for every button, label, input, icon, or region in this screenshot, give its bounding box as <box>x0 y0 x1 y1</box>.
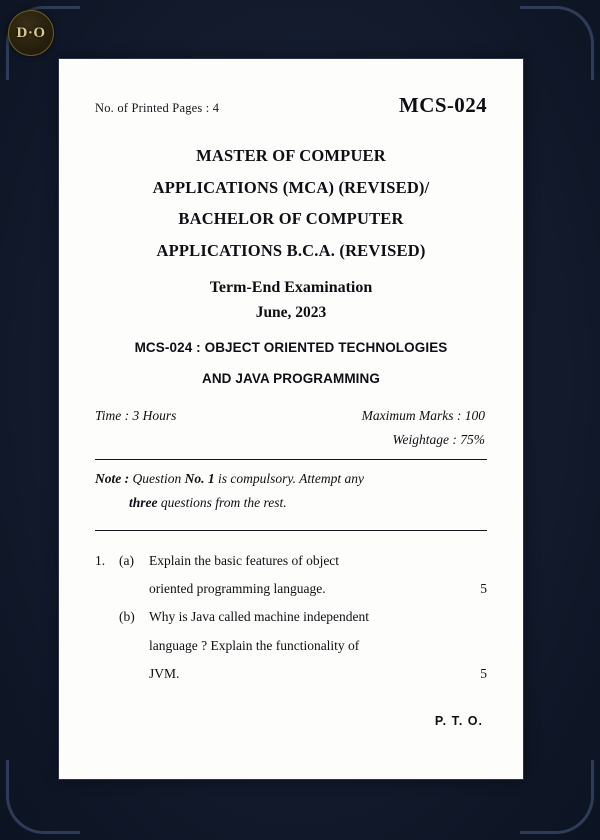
exam-date: June, 2023 <box>255 304 327 322</box>
part-marks: 5 <box>480 580 487 596</box>
question-1-part-b <box>95 603 487 688</box>
part-text: oriented programming language. <box>149 580 326 596</box>
maximum-marks: Maximum Marks : 100 <box>361 408 485 424</box>
part-text-line-3 <box>149 660 487 688</box>
programme-title-line-2: APPLICATIONS (MCA) (REVISED)/ <box>152 177 430 197</box>
question-number: 1. <box>95 552 106 568</box>
part-body <box>149 547 487 604</box>
question-number-spacer <box>95 603 119 688</box>
watermark-stamp <box>8 10 54 56</box>
part-text-line-1: Why is Java called machine independent <box>149 609 370 625</box>
watermark-label: D·O <box>16 24 46 41</box>
part-label: (a) <box>119 552 134 568</box>
part-marks: 5 <box>480 666 487 681</box>
divider-below-note <box>95 530 487 531</box>
part-text-line-2: language ? Explain the functionality of <box>149 637 360 653</box>
note-text-after: questions from the rest. <box>160 494 287 510</box>
part-label: (b) <box>119 609 135 625</box>
note-second-line <box>95 491 485 515</box>
part-text-line-2 <box>149 575 487 603</box>
weightage: Weightage : 75% <box>392 431 485 447</box>
question-list <box>95 547 487 689</box>
time-and-marks-row <box>95 404 487 428</box>
note-text-before: Question <box>132 470 182 486</box>
part-body <box>149 603 487 688</box>
subject-title-line-2: AND JAVA PROGRAMMING <box>201 371 380 387</box>
course-code: MCS-024 <box>399 93 487 117</box>
note-text-middle: is compulsory. Attempt any <box>218 470 364 486</box>
paper-header <box>95 93 487 118</box>
programme-title-line-3: BACHELOR OF COMPUTER <box>178 209 404 229</box>
page-turn-over-label: P. T. O. <box>434 714 483 729</box>
weightage-row <box>95 428 487 452</box>
subject-title-line-1: MCS-024 : OBJECT ORIENTED TECHNOLOGIES <box>134 339 448 355</box>
programme-title-line-4: APPLICATIONS B.C.A. (REVISED) <box>156 241 426 261</box>
part-text-line-1: Explain the basic features of object <box>149 552 340 568</box>
question-1-part-a <box>95 547 487 604</box>
note-question-number: No. 1 <box>184 470 215 486</box>
part-text: JVM. <box>149 666 180 681</box>
programme-title-line-1: MASTER OF COMPUER <box>196 146 386 165</box>
exam-name: Term-End Examination <box>209 278 373 296</box>
printed-pages-label: No. of Printed Pages : 4 <box>95 101 220 115</box>
exam-paper-sheet <box>58 58 524 780</box>
exam-meta-block <box>95 404 487 459</box>
instructions-note <box>95 460 487 523</box>
exam-duration: Time : 3 Hours <box>95 408 177 424</box>
note-count-word: three <box>129 494 158 510</box>
frame-corner-top-right <box>520 6 594 80</box>
note-label: Note : <box>95 470 130 486</box>
question-1 <box>95 547 487 689</box>
programme-title-block <box>95 140 487 390</box>
